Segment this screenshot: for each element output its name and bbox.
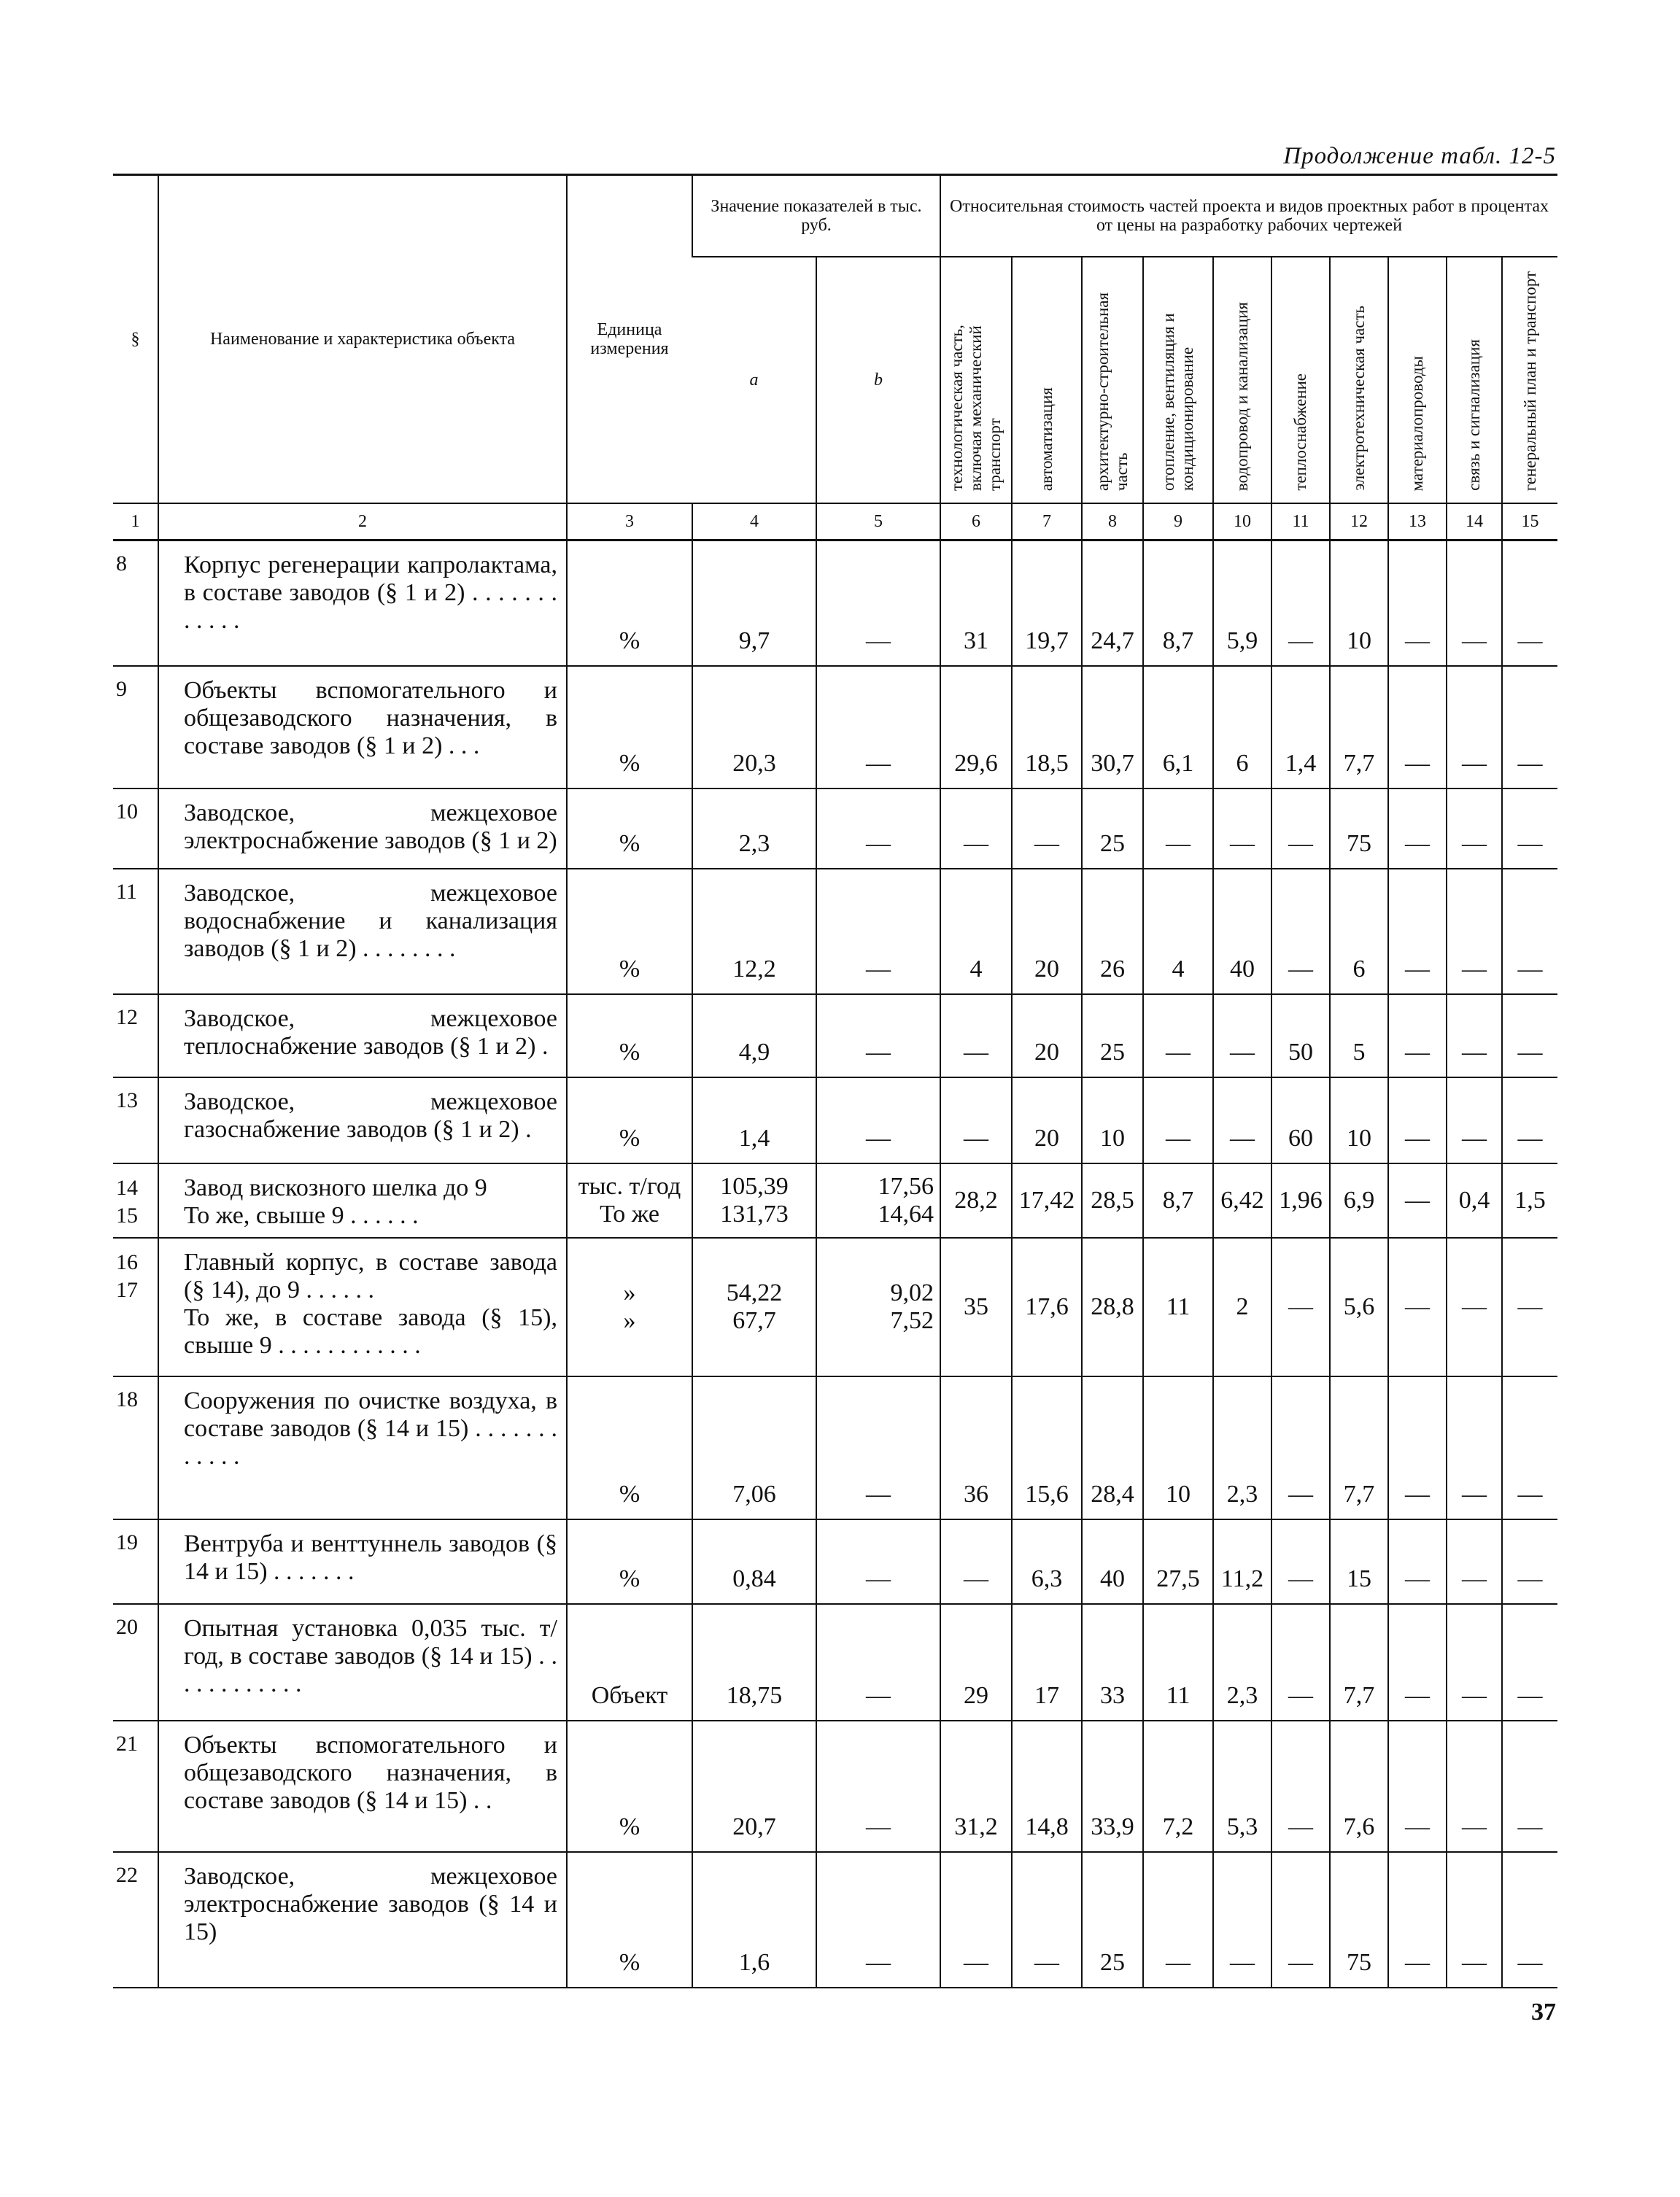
row-number: 13 bbox=[113, 1077, 158, 1163]
row-share: 28,8 bbox=[1082, 1238, 1143, 1376]
row-share: 35 bbox=[940, 1238, 1012, 1376]
row-share: 7,2 bbox=[1143, 1721, 1213, 1852]
row-share: — bbox=[1502, 1519, 1557, 1604]
row-share: — bbox=[1502, 1077, 1557, 1163]
row-name: Объекты вспомогательного и общезаводского назначения, в составе заводов (§ 1 и 2) . . . bbox=[158, 666, 567, 788]
row-share: — bbox=[1447, 666, 1502, 788]
row-share: — bbox=[940, 1077, 1012, 1163]
table-row bbox=[113, 869, 1557, 994]
row-unit bbox=[567, 1238, 692, 1376]
row-share: 6,3 bbox=[1012, 1519, 1082, 1604]
header-share-col bbox=[1143, 257, 1213, 503]
row-number: 10 bbox=[113, 788, 158, 869]
table-row bbox=[113, 1163, 1557, 1238]
row-number: 19 bbox=[113, 1519, 158, 1604]
row-share: — bbox=[1143, 788, 1213, 869]
row-value-a: 18,75 bbox=[692, 1604, 816, 1721]
row-name: Опытная установка 0,035 тыс. т/год, в составе заводов (§ 14 и 15) . . . . . . . . . . . . bbox=[158, 1604, 567, 1721]
row-share: — bbox=[1502, 1852, 1557, 1988]
row-unit: % bbox=[567, 666, 692, 788]
row-share: — bbox=[1502, 994, 1557, 1077]
row-share: — bbox=[1271, 1238, 1330, 1376]
row-value-a: 1,4 bbox=[692, 1077, 816, 1163]
row-share: 6,9 bbox=[1330, 1163, 1388, 1238]
row-share: — bbox=[1213, 1852, 1271, 1988]
row-share: — bbox=[1213, 788, 1271, 869]
row-share: 75 bbox=[1330, 788, 1388, 869]
row-share: — bbox=[1388, 1519, 1447, 1604]
row-share: — bbox=[1388, 994, 1447, 1077]
header-share-col bbox=[940, 257, 1012, 503]
row-share: — bbox=[1388, 1163, 1447, 1238]
row-share: — bbox=[1388, 788, 1447, 869]
row-share: 11 bbox=[1143, 1604, 1213, 1721]
row-name-second: То же, свыше 9 . . . . . . bbox=[184, 1201, 419, 1229]
row-share: — bbox=[1271, 788, 1330, 869]
row-value-b-first: 17,56 bbox=[878, 1172, 934, 1200]
row-share: — bbox=[1447, 869, 1502, 994]
table-caption: Продолжение табл. 12-5 bbox=[1283, 143, 1556, 169]
header-share-col-label: связь и сигнализация bbox=[1465, 339, 1483, 491]
row-value-a bbox=[692, 1163, 816, 1238]
header-share-group: Относительная стоимость частей проекта и видов проектных работ в процентах от цены на разработку рабочих чертежей bbox=[940, 175, 1557, 257]
row-share: — bbox=[940, 1852, 1012, 1988]
row-share: 20 bbox=[1012, 1077, 1082, 1163]
row-name: Вентруба и венттуннель заводов (§ 14 и 15) . . . . . . . bbox=[158, 1519, 567, 1604]
row-share: 0,4 bbox=[1447, 1163, 1502, 1238]
row-share: 75 bbox=[1330, 1852, 1388, 1988]
row-share: 40 bbox=[1213, 869, 1271, 994]
row-name: Объекты вспомогательного и общезаводского назначения, в составе заводов (§ 14 и 15) . . bbox=[158, 1721, 567, 1852]
row-share: 1,5 bbox=[1502, 1163, 1557, 1238]
row-share: — bbox=[1502, 1604, 1557, 1721]
row-share: 2,3 bbox=[1213, 1376, 1271, 1519]
header-share-col-label: отопление, вентиляция и кондиционирование bbox=[1159, 313, 1196, 491]
header-share-col bbox=[1271, 257, 1330, 503]
row-share: 4 bbox=[940, 869, 1012, 994]
column-number: 7 bbox=[1012, 503, 1082, 540]
row-share: — bbox=[1447, 1519, 1502, 1604]
row-share: — bbox=[940, 788, 1012, 869]
row-share: — bbox=[1271, 869, 1330, 994]
row-name: Заводское, межцеховое газоснабжение заводов (§ 1 и 2) . bbox=[158, 1077, 567, 1163]
row-unit: % bbox=[567, 540, 692, 666]
row-share: 17,42 bbox=[1012, 1163, 1082, 1238]
row-share: 10 bbox=[1330, 1077, 1388, 1163]
row-share: 60 bbox=[1271, 1077, 1330, 1163]
row-name-first: Завод вискозного шелка до 9 bbox=[184, 1174, 487, 1201]
row-unit-second: » bbox=[623, 1306, 636, 1334]
row-name: Заводское, межцеховое водоснабжение и канализация заводов (§ 1 и 2) . . . . . . . . bbox=[158, 869, 567, 994]
row-unit: % bbox=[567, 788, 692, 869]
row-share: — bbox=[1388, 869, 1447, 994]
row-share: 5,3 bbox=[1213, 1721, 1271, 1852]
row-share: 2 bbox=[1213, 1238, 1271, 1376]
row-share: 27,5 bbox=[1143, 1519, 1213, 1604]
row-share: — bbox=[1012, 1852, 1082, 1988]
row-share: — bbox=[1388, 666, 1447, 788]
header-share-col-label: материалопроводы bbox=[1408, 355, 1426, 491]
row-value-b-first: 9,02 bbox=[890, 1279, 934, 1306]
table-row bbox=[113, 1376, 1557, 1519]
row-share: 6 bbox=[1213, 666, 1271, 788]
row-share: — bbox=[1271, 1376, 1330, 1519]
header-values-group: Значение показателей в тыс. руб. bbox=[692, 175, 940, 257]
row-name: Заводское, межцеховое электроснабжение заводов (§ 14 и 15) bbox=[158, 1852, 567, 1988]
header-name: Наименование и характеристика объекта bbox=[158, 175, 567, 504]
row-number: 22 bbox=[113, 1852, 158, 1988]
column-number: 6 bbox=[940, 503, 1012, 540]
header-share-col-label: автоматизация bbox=[1037, 387, 1056, 491]
row-share: 8,7 bbox=[1143, 1163, 1213, 1238]
row-share: 31,2 bbox=[940, 1721, 1012, 1852]
row-number-second: 15 bbox=[116, 1203, 138, 1228]
row-share: — bbox=[1502, 1238, 1557, 1376]
header-share-col bbox=[1082, 257, 1143, 503]
row-share: — bbox=[1143, 994, 1213, 1077]
row-share: — bbox=[1447, 994, 1502, 1077]
table-header bbox=[113, 175, 1557, 540]
row-unit-second: То же bbox=[600, 1200, 659, 1228]
row-share: — bbox=[1271, 1519, 1330, 1604]
row-share: 5 bbox=[1330, 994, 1388, 1077]
column-number: 1 bbox=[113, 503, 158, 540]
row-unit: % bbox=[567, 1376, 692, 1519]
row-value-b: — bbox=[816, 1852, 940, 1988]
row-number-first: 14 bbox=[116, 1175, 138, 1200]
row-share: 20 bbox=[1012, 994, 1082, 1077]
header-share-col bbox=[1447, 257, 1502, 503]
row-value-b-second: 7,52 bbox=[890, 1306, 934, 1334]
row-share: 5,9 bbox=[1213, 540, 1271, 666]
row-unit: % bbox=[567, 1519, 692, 1604]
row-share: — bbox=[1143, 1852, 1213, 1988]
row-share: 6,42 bbox=[1213, 1163, 1271, 1238]
row-value-a: 0,84 bbox=[692, 1519, 816, 1604]
row-share: 5,6 bbox=[1330, 1238, 1388, 1376]
column-number: 10 bbox=[1213, 503, 1271, 540]
row-share: 19,7 bbox=[1012, 540, 1082, 666]
row-share: 25 bbox=[1082, 1852, 1143, 1988]
row-share: 10 bbox=[1082, 1077, 1143, 1163]
row-value-a-second: 67,7 bbox=[732, 1306, 776, 1334]
row-unit: % bbox=[567, 1852, 692, 1988]
cost-table bbox=[113, 174, 1557, 1988]
row-share: — bbox=[1271, 1852, 1330, 1988]
row-share: 1,4 bbox=[1271, 666, 1330, 788]
row-value-b: — bbox=[816, 1721, 940, 1852]
row-share: 17,6 bbox=[1012, 1238, 1082, 1376]
row-share: 25 bbox=[1082, 994, 1143, 1077]
row-share: — bbox=[1447, 540, 1502, 666]
row-value-b: — bbox=[816, 994, 940, 1077]
row-share: 7,7 bbox=[1330, 1604, 1388, 1721]
row-share: 2,3 bbox=[1213, 1604, 1271, 1721]
row-unit-first: тыс. т/год bbox=[578, 1172, 681, 1200]
row-share: 10 bbox=[1330, 540, 1388, 666]
row-number: 9 bbox=[113, 666, 158, 788]
row-value-b: — bbox=[816, 1519, 940, 1604]
row-unit: % bbox=[567, 1077, 692, 1163]
table-body bbox=[113, 540, 1557, 1988]
row-unit bbox=[567, 1163, 692, 1238]
row-share: 4 bbox=[1143, 869, 1213, 994]
row-value-b: — bbox=[816, 1077, 940, 1163]
row-share: — bbox=[1388, 1604, 1447, 1721]
row-share: — bbox=[940, 1519, 1012, 1604]
table-row bbox=[113, 1077, 1557, 1163]
header-value-a: a bbox=[749, 371, 759, 390]
row-value-b: — bbox=[816, 1376, 940, 1519]
row-share: — bbox=[1447, 1852, 1502, 1988]
row-value-b-second: 14,64 bbox=[878, 1200, 934, 1228]
row-share: — bbox=[1447, 1376, 1502, 1519]
table-row bbox=[113, 540, 1557, 666]
table-row bbox=[113, 1852, 1557, 1988]
row-share: — bbox=[1447, 1238, 1502, 1376]
page-number: 37 bbox=[1531, 1999, 1556, 2026]
row-value-a: 7,06 bbox=[692, 1376, 816, 1519]
row-share: 20 bbox=[1012, 869, 1082, 994]
row-value-b bbox=[816, 1238, 940, 1376]
table-row bbox=[113, 788, 1557, 869]
row-share: — bbox=[1447, 1721, 1502, 1852]
row-share: — bbox=[1271, 1604, 1330, 1721]
row-share: — bbox=[1502, 788, 1557, 869]
table-row bbox=[113, 666, 1557, 788]
row-share: 7,7 bbox=[1330, 666, 1388, 788]
column-number: 4 bbox=[692, 503, 816, 540]
row-name-first: Главный корпус, в составе завода (§ 14), до 9 . . . . . . bbox=[184, 1248, 557, 1303]
row-number: 12 bbox=[113, 994, 158, 1077]
row-value-a-first: 54,22 bbox=[726, 1279, 783, 1306]
row-value-a: 4,9 bbox=[692, 994, 816, 1077]
header-share-col bbox=[1502, 257, 1557, 503]
row-value-a: 20,3 bbox=[692, 666, 816, 788]
header-share-col bbox=[1012, 257, 1082, 503]
column-number: 9 bbox=[1143, 503, 1213, 540]
column-number: 5 bbox=[816, 503, 940, 540]
row-share: 7,6 bbox=[1330, 1721, 1388, 1852]
column-number: 15 bbox=[1502, 503, 1557, 540]
header-share-col-label: технологическая часть, включая механический транспорт bbox=[948, 325, 1004, 491]
header-share-col-label: теплоснабжение bbox=[1291, 373, 1309, 491]
row-share: 50 bbox=[1271, 994, 1330, 1077]
row-share: 7,7 bbox=[1330, 1376, 1388, 1519]
row-share: — bbox=[1388, 1852, 1447, 1988]
row-unit: % bbox=[567, 869, 692, 994]
row-share: — bbox=[1502, 1376, 1557, 1519]
header-share-col-label: генеральный план и транспорт bbox=[1520, 271, 1539, 491]
table-row bbox=[113, 1238, 1557, 1376]
row-share: 14,8 bbox=[1012, 1721, 1082, 1852]
row-value-b: — bbox=[816, 666, 940, 788]
row-share: — bbox=[1388, 1721, 1447, 1852]
row-share: — bbox=[940, 994, 1012, 1077]
row-share: 15 bbox=[1330, 1519, 1388, 1604]
row-share: — bbox=[1012, 788, 1082, 869]
row-share: — bbox=[1388, 1238, 1447, 1376]
row-unit: Объект bbox=[567, 1604, 692, 1721]
row-share: 10 bbox=[1143, 1376, 1213, 1519]
row-share: — bbox=[1143, 1077, 1213, 1163]
row-share: 18,5 bbox=[1012, 666, 1082, 788]
column-number: 13 bbox=[1388, 503, 1447, 540]
row-share: 29,6 bbox=[940, 666, 1012, 788]
row-number bbox=[113, 1163, 158, 1238]
row-value-a: 12,2 bbox=[692, 869, 816, 994]
row-share: — bbox=[1447, 1604, 1502, 1721]
row-share: 33 bbox=[1082, 1604, 1143, 1721]
row-share: 26 bbox=[1082, 869, 1143, 994]
row-share: 40 bbox=[1082, 1519, 1143, 1604]
row-share: 17 bbox=[1012, 1604, 1082, 1721]
header-share-col bbox=[1330, 257, 1388, 503]
row-unit: % bbox=[567, 994, 692, 1077]
row-name: Корпус регенерации капролактама, в составе заводов (§ 1 и 2) . . . . . . . . . . . . bbox=[158, 540, 567, 666]
row-name: Заводское, межцеховое электроснабжение заводов (§ 1 и 2) bbox=[158, 788, 567, 869]
row-share: — bbox=[1447, 788, 1502, 869]
column-number: 2 bbox=[158, 503, 567, 540]
row-share: — bbox=[1388, 1376, 1447, 1519]
row-name: Сооружения по очистке воздуха, в составе заводов (§ 14 и 15) . . . . . . . . . . . . bbox=[158, 1376, 567, 1519]
row-share: 28,2 bbox=[940, 1163, 1012, 1238]
row-value-b bbox=[816, 1163, 940, 1238]
row-share: 1,96 bbox=[1271, 1163, 1330, 1238]
row-share: 28,4 bbox=[1082, 1376, 1143, 1519]
column-number: 8 bbox=[1082, 503, 1143, 540]
row-number-first: 16 bbox=[116, 1249, 138, 1274]
row-share: 24,7 bbox=[1082, 540, 1143, 666]
row-value-a: 20,7 bbox=[692, 1721, 816, 1852]
row-share: — bbox=[1502, 540, 1557, 666]
row-share: 6 bbox=[1330, 869, 1388, 994]
row-unit-first: » bbox=[623, 1279, 636, 1306]
row-value-b: — bbox=[816, 1604, 940, 1721]
row-value-a-first: 105,39 bbox=[720, 1172, 789, 1200]
row-unit: % bbox=[567, 1721, 692, 1852]
row-share: — bbox=[1271, 540, 1330, 666]
row-share: 29 bbox=[940, 1604, 1012, 1721]
row-share: 31 bbox=[940, 540, 1012, 666]
row-share: 11 bbox=[1143, 1238, 1213, 1376]
row-share: 6,1 bbox=[1143, 666, 1213, 788]
table-row bbox=[113, 1721, 1557, 1852]
row-share: 33,9 bbox=[1082, 1721, 1143, 1852]
row-share: — bbox=[1388, 540, 1447, 666]
row-share: 30,7 bbox=[1082, 666, 1143, 788]
row-value-b: — bbox=[816, 869, 940, 994]
row-share: 11,2 bbox=[1213, 1519, 1271, 1604]
row-name: Заводское, межцеховое теплоснабжение заводов (§ 1 и 2) . bbox=[158, 994, 567, 1077]
header-share-col bbox=[1213, 257, 1271, 503]
header-share-col-label: водопровод и канализация bbox=[1233, 301, 1251, 491]
row-name bbox=[158, 1163, 567, 1238]
table-row bbox=[113, 1604, 1557, 1721]
row-number bbox=[113, 1238, 158, 1376]
header-share-col-label: архитектурно-строительная часть bbox=[1093, 292, 1131, 491]
row-value-b: — bbox=[816, 540, 940, 666]
column-number: 14 bbox=[1447, 503, 1502, 540]
row-number: 20 bbox=[113, 1604, 158, 1721]
row-share: — bbox=[1502, 666, 1557, 788]
row-name-second: То же, в составе завода (§ 15), свыше 9 . . . . . . . . . . . . bbox=[184, 1303, 557, 1359]
row-share: 25 bbox=[1082, 788, 1143, 869]
row-share: — bbox=[1447, 1077, 1502, 1163]
table-row bbox=[113, 1519, 1557, 1604]
row-number-second: 17 bbox=[116, 1277, 138, 1302]
row-share: 15,6 bbox=[1012, 1376, 1082, 1519]
row-value-b: — bbox=[816, 788, 940, 869]
header-unit: Единица измерения bbox=[567, 175, 692, 504]
row-share: — bbox=[1271, 1721, 1330, 1852]
row-share: — bbox=[1213, 994, 1271, 1077]
column-number: 11 bbox=[1271, 503, 1330, 540]
row-number: 21 bbox=[113, 1721, 158, 1852]
row-value-a: 1,6 bbox=[692, 1852, 816, 1988]
header-share-col-label: электротехническая часть bbox=[1350, 306, 1368, 491]
column-number: 3 bbox=[567, 503, 692, 540]
row-name bbox=[158, 1238, 567, 1376]
table-row bbox=[113, 994, 1557, 1077]
row-share: 8,7 bbox=[1143, 540, 1213, 666]
column-number: 12 bbox=[1330, 503, 1388, 540]
row-value-a bbox=[692, 1238, 816, 1376]
row-share: — bbox=[1502, 1721, 1557, 1852]
row-share: — bbox=[1213, 1077, 1271, 1163]
header-share-col bbox=[1388, 257, 1447, 503]
header-value-b: b bbox=[816, 257, 940, 503]
row-value-a-second: 131,73 bbox=[720, 1200, 789, 1228]
row-number: 11 bbox=[113, 869, 158, 994]
row-value-a: 2,3 bbox=[692, 788, 816, 869]
header-section: § bbox=[113, 175, 158, 504]
row-share: 28,5 bbox=[1082, 1163, 1143, 1238]
row-share: — bbox=[1502, 869, 1557, 994]
row-number: 8 bbox=[113, 540, 158, 666]
row-share: 36 bbox=[940, 1376, 1012, 1519]
column-numbers-row bbox=[113, 503, 1557, 540]
row-number: 18 bbox=[113, 1376, 158, 1519]
row-value-a: 9,7 bbox=[692, 540, 816, 666]
row-share: — bbox=[1388, 1077, 1447, 1163]
